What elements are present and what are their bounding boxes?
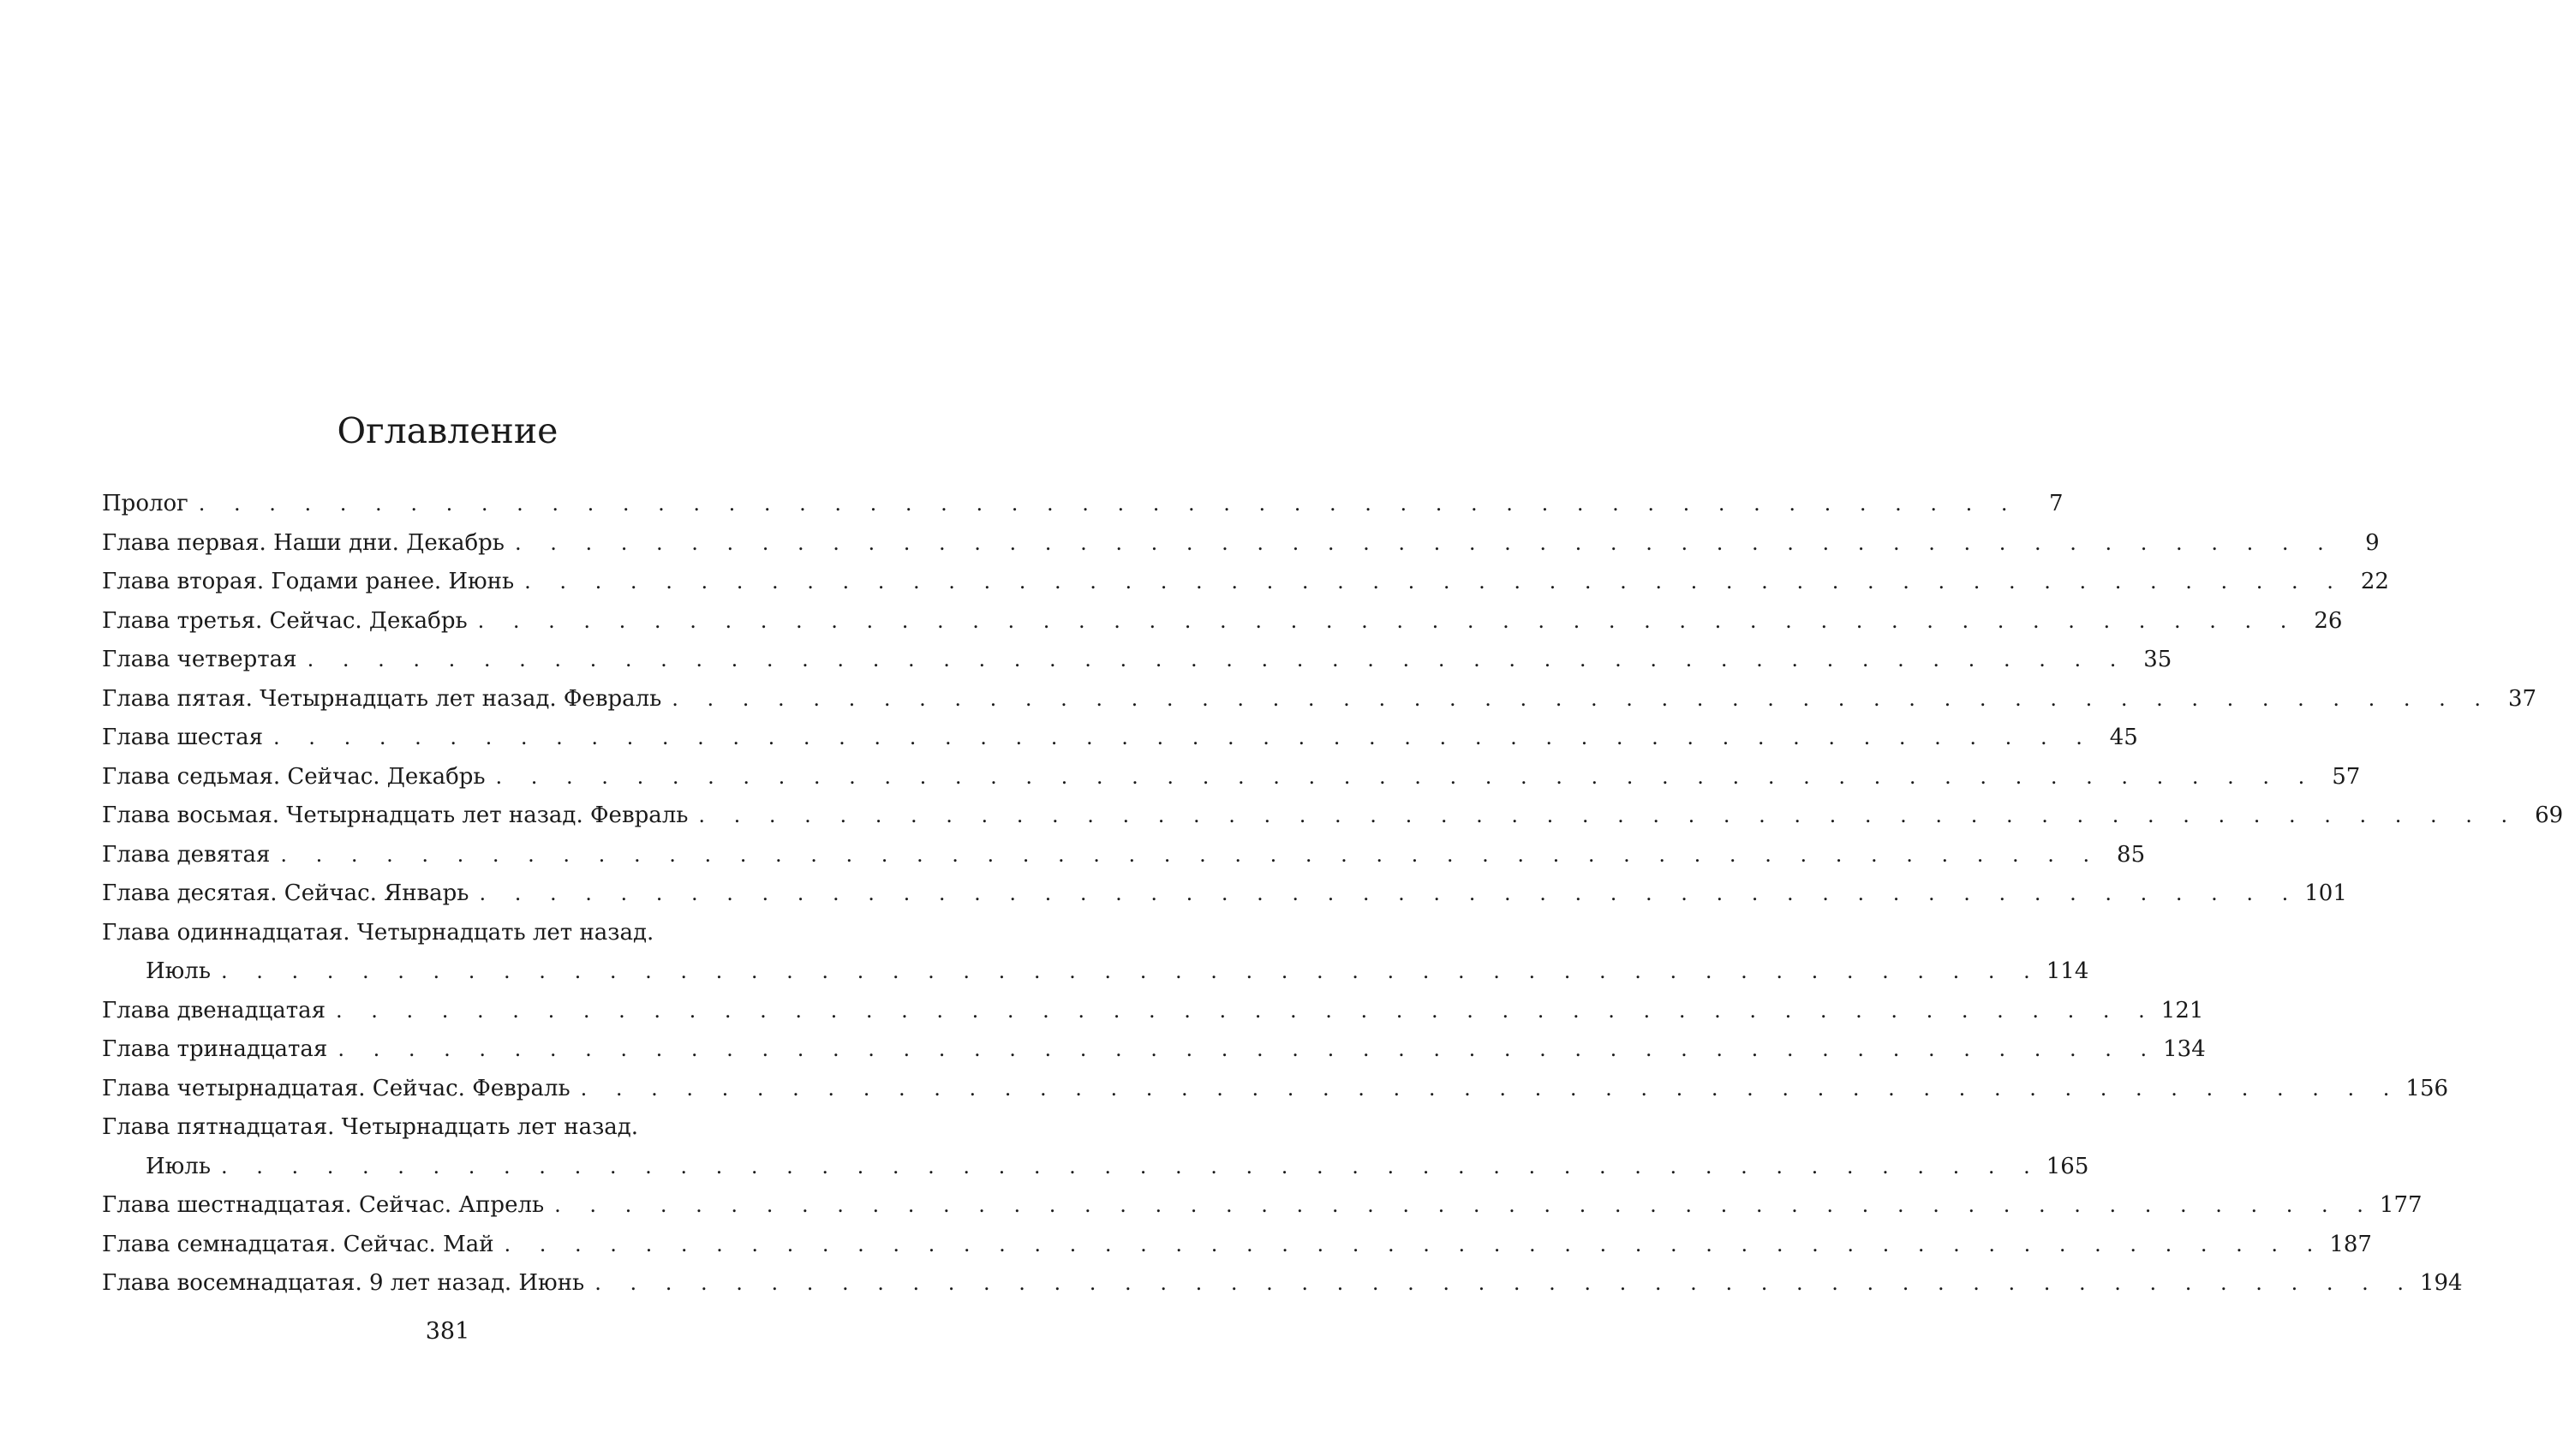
toc-entry-label: Глава двенадцатая [102, 997, 326, 1023]
toc-entry-label: Глава семнадцатая. Сейчас. Май [102, 1231, 494, 1257]
toc-entry-label: Глава четвертая [102, 647, 297, 672]
dot-leader: . . . . . . . . . . . . . . . . . . . . . . . . . . . . . . . . . . . . . . . . . . . . . . . . . . . . [672, 686, 2493, 711]
toc-entry-line [102, 563, 2389, 602]
toc-entry [102, 524, 2380, 564]
dot-leader: . . . . . . . . . . . . . . . . . . . . . . . . . . . . . . . . . . . . . . . . . . . . . . . . . . . . [280, 842, 2101, 867]
toc-entry-line [102, 1108, 794, 1148]
toc-entry [102, 1226, 2372, 1265]
toc-entry [102, 485, 2064, 524]
toc-entry-line [102, 758, 2361, 797]
toc-entry-page: 85 [2117, 841, 2146, 868]
dot-leader: . . . . . . . . . . . . . . . . . . . . . . . . . . . . . . . . . . . . . . . . . . . . . . . . . . . . [580, 1076, 2401, 1101]
toc-entry-line [102, 1186, 2423, 1226]
toc-entry-label: Глава десятая. Сейчас. Январь [102, 880, 469, 906]
toc-entry-page: 121 [2160, 997, 2204, 1023]
table-of-contents [102, 485, 2563, 1304]
toc-entry-page: 165 [2046, 1153, 2089, 1179]
toc-entry [102, 992, 2204, 1031]
dot-leader: . . . . . . . . . . . . . . . . . . . . . . . . . . . . . . . . . . . . . . . . . . . . . . . . . . . . [220, 959, 2041, 983]
toc-entry-label: Глава пятая. Четырнадцать лет назад. Февраль [102, 685, 662, 712]
toc-entry-line [102, 1226, 2372, 1265]
toc-entry-label: Глава четырнадцатая. Сейчас. Февраль [102, 1075, 571, 1101]
toc-entry-page: 37 [2507, 685, 2537, 712]
toc-entry [102, 680, 2537, 719]
toc-entry-page: 134 [2163, 1036, 2206, 1062]
toc-entry [102, 1264, 2463, 1304]
toc-entry-continuation [102, 952, 2089, 992]
toc-entry-page: 7 [2049, 491, 2064, 516]
toc-entry [102, 719, 2138, 758]
toc-entry [102, 1030, 2206, 1070]
toc-entry [102, 836, 2146, 875]
toc-entry [102, 1186, 2423, 1226]
toc-entry-label: Глава первая. Наши дни. Декабрь [102, 529, 505, 556]
toc-entry-page: 35 [2143, 647, 2172, 672]
dot-leader: . . . . . . . . . . . . . . . . . . . . . . . . . . . . . . . . . . . . . . . . . . . . . . . . . . . . [220, 1154, 2041, 1179]
dot-leader: . . . . . . . . . . . . . . . . . . . . . . . . . . . . . . . . . . . . . . . . . . . . . . . . . . . . [273, 725, 2094, 749]
toc-entry [102, 797, 2563, 836]
toc-entry [102, 1108, 2089, 1186]
page-number: 381 [425, 1318, 470, 1345]
toc-entry-page: 114 [2046, 958, 2089, 984]
toc-entry-page: 9 [2365, 529, 2380, 556]
toc-entry-label: Глава восемнадцатая. 9 лет назад. Июнь [102, 1270, 585, 1296]
toc-entry-label: Июль [146, 958, 211, 984]
dot-leader: . . . . . . . . . . . . . . . . . . . . . . . . . . . . . . . . . . . . . . . . . . . . . . . . . . . . [198, 492, 2019, 516]
toc-entry-label: Глава девятая [102, 841, 271, 868]
toc-entry-line [102, 874, 2347, 914]
dot-leader: . . . . . . . . . . . . . . . . . . . . . . . . . . . . . . . . . . . . . . . . . . . . . . . . . . . . [698, 803, 2519, 827]
toc-entry-page: 194 [2419, 1270, 2463, 1296]
toc-entry-page: 45 [2109, 725, 2138, 750]
toc-entry-page: 26 [2314, 607, 2343, 634]
toc-entry-page: 187 [2329, 1231, 2372, 1257]
toc-entry [102, 641, 2172, 680]
toc-entry-page: 57 [2332, 763, 2361, 790]
toc-entry-label: Глава третья. Сейчас. Декабрь [102, 607, 468, 634]
toc-entry-page: 156 [2405, 1075, 2449, 1101]
toc-entry-label: Глава одиннадцатая. Четырнадцать лет назад. [102, 919, 654, 946]
dot-leader: . . . . . . . . . . . . . . . . . . . . . . . . . . . . . . . . . . . . . . . . . . . . . . . . . . . . [307, 647, 2128, 671]
toc-entry [102, 914, 2089, 992]
toc-entry-page: 22 [2360, 569, 2389, 594]
toc-entry-line [102, 1070, 2449, 1109]
toc-title: Оглавление [337, 410, 559, 451]
dot-leader: . . . . . . . . . . . . . . . . . . . . . . . . . . . . . . . . . . . . . . . . . . . . . . . . . . . . [504, 1232, 2325, 1256]
toc-entry-line [102, 1030, 2206, 1070]
toc-entry-line [102, 914, 794, 953]
dot-leader: . . . . . . . . . . . . . . . . . . . . . . . . . . . . . . . . . . . . . . . . . . . . . . . . . . . . [477, 608, 2298, 633]
dot-leader: . . . . . . . . . . . . . . . . . . . . . . . . . . . . . . . . . . . . . . . . . . . . . . . . . . . . [594, 1271, 2415, 1295]
toc-entry-line [102, 602, 2343, 641]
toc-entry-line [102, 836, 2146, 875]
toc-entry-continuation [102, 1148, 2089, 1187]
toc-entry [102, 758, 2361, 797]
dot-leader: . . . . . . . . . . . . . . . . . . . . . . . . . . . . . . . . . . . . . . . . . . . . . . . . . . . . [338, 1037, 2159, 1061]
toc-entry-label: Глава пятнадцатая. Четырнадцать лет назад. [102, 1114, 639, 1140]
toc-entry-line [102, 641, 2172, 680]
toc-entry-label: Пролог [102, 491, 188, 516]
toc-entry-line [102, 485, 2064, 524]
dot-leader: . . . . . . . . . . . . . . . . . . . . . . . . . . . . . . . . . . . . . . . . . . . . . . . . . . . . [514, 530, 2335, 555]
toc-entry-line [102, 1264, 2463, 1304]
dot-leader: . . . . . . . . . . . . . . . . . . . . . . . . . . . . . . . . . . . . . . . . . . . . . . . . . . . . [479, 881, 2300, 905]
toc-entry [102, 563, 2389, 602]
toc-entry-label: Июль [146, 1153, 211, 1179]
dot-leader: . . . . . . . . . . . . . . . . . . . . . . . . . . . . . . . . . . . . . . . . . . . . . . . . . . . . [554, 1193, 2375, 1217]
toc-entry-label: Глава тринадцатая [102, 1036, 328, 1062]
dot-leader: . . . . . . . . . . . . . . . . . . . . . . . . . . . . . . . . . . . . . . . . . . . . . . . . . . . . [495, 764, 2316, 789]
toc-entry-label: Глава шестнадцатая. Сейчас. Апрель [102, 1192, 545, 1218]
toc-entry-line [102, 680, 2537, 719]
toc-entry-page: 69 [2535, 803, 2563, 828]
toc-entry-label: Глава шестая [102, 725, 264, 750]
toc-entry-line [102, 992, 2204, 1031]
toc-entry-line [102, 719, 2138, 758]
toc-entry-label: Глава седьмая. Сейчас. Декабрь [102, 763, 486, 790]
toc-entry [102, 1070, 2449, 1109]
toc-entry [102, 602, 2343, 641]
toc-entry-line [102, 524, 2380, 564]
toc-entry [102, 874, 2347, 914]
toc-entry-label: Глава восьмая. Четырнадцать лет назад. Февраль [102, 803, 689, 828]
toc-entry-line [102, 797, 2563, 836]
toc-entry-page: 177 [2379, 1192, 2423, 1218]
dot-leader: . . . . . . . . . . . . . . . . . . . . . . . . . . . . . . . . . . . . . . . . . . . . . . . . . . . . [524, 570, 2345, 594]
toc-entry-label: Глава вторая. Годами ранее. Июнь [102, 569, 515, 594]
toc-entry-page: 101 [2304, 880, 2347, 906]
dot-leader: . . . . . . . . . . . . . . . . . . . . . . . . . . . . . . . . . . . . . . . . . . . . . . . . . . . . [336, 998, 2156, 1023]
